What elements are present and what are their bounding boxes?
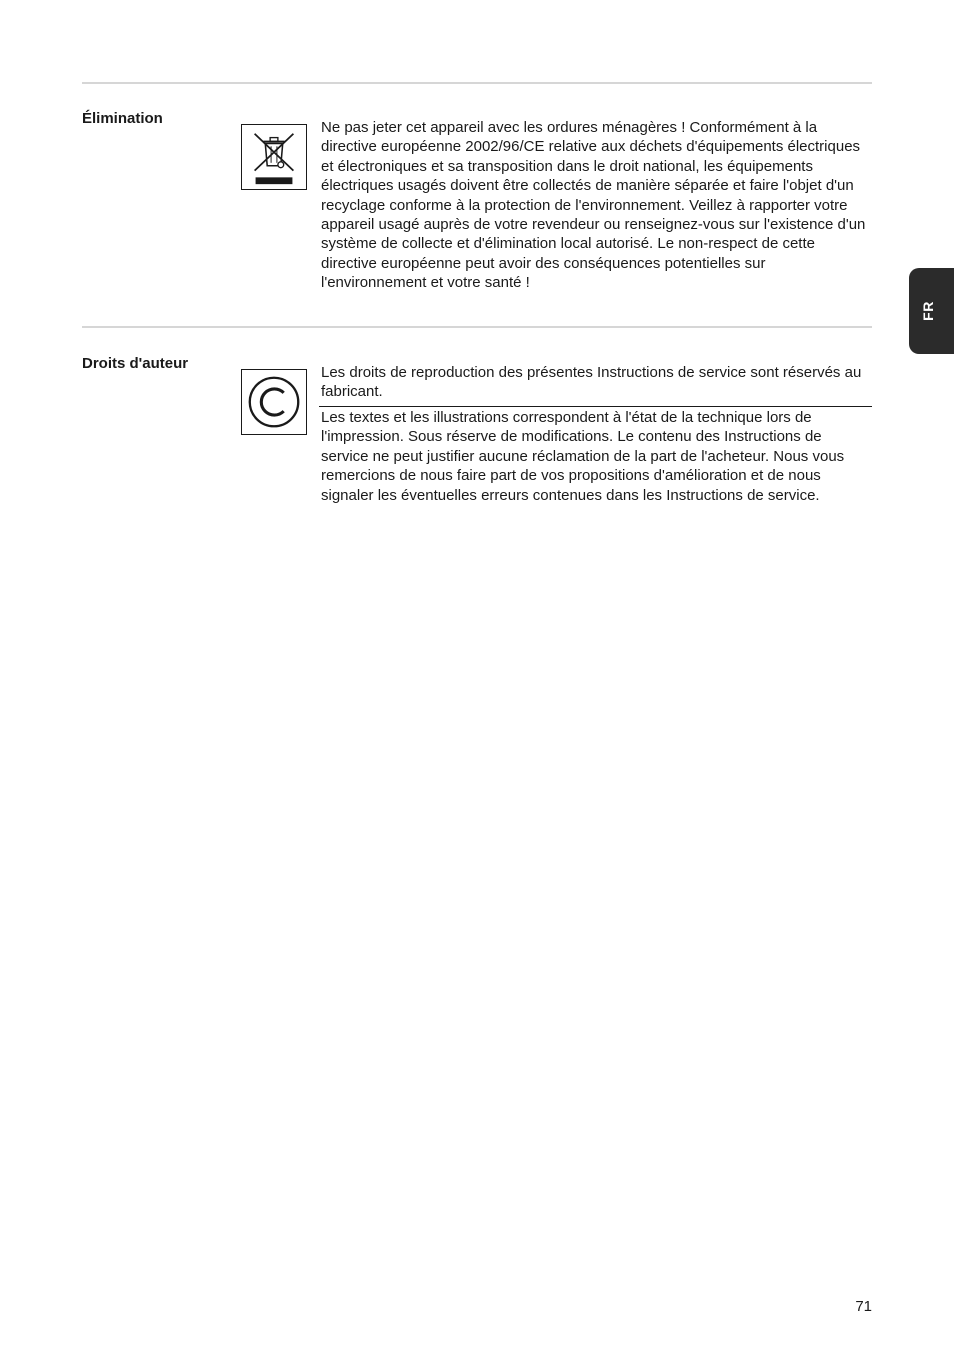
top-divider [82, 82, 872, 84]
elimination-paragraph: Ne pas jeter cet appareil avec les ordures ménagères ! Conformément à la directive européenne 2002/96/CE relative aux déchets d'équipements électriques et électroniques et sa transposition dans le droit national, les équipements électriques usagés doivent être collectés de manière séparée et faire l'objet d'un recyclage conforme à la protection de l'environnement. Veillez à rapporter votre appareil usagé auprès de votre revendeur ou renseignez-vous sur l'existence d'un système de collecte et d'élimination local autorisé. Le non-respect de cette directive européenne peut avoir des conséquences potentielles sur l'environnement et votre santé ! [321, 119, 866, 292]
paragraph-separator [319, 406, 872, 407]
section-title-copyright: Droits d'auteur [82, 355, 189, 372]
crossed-out-wheelie-bin-icon [241, 124, 307, 190]
copyright-paragraph-reproduction: Les droits de reproduction des présentes Instructions de service sont réservés au fabricant. [321, 364, 862, 401]
language-tab-label: FR [920, 301, 936, 321]
copyright-paragraph-disclaimer: Les textes et les illustrations correspondent à l'état de la technique lors de l'impression. Sous réserve de modifications. Le contenu des Instructions de service ne peut justifier aucune réclamation de la part de l'acheteur. Nous vous remercions de nous faire part de vos propositions d'amélioration et de nous signaler les éventuelles erreurs contenues dans les Instructions de service. [321, 409, 845, 504]
language-tab [909, 268, 954, 354]
section-divider [82, 326, 872, 328]
page-number: 71 [855, 1298, 872, 1315]
copyright-icon [241, 369, 307, 435]
section-title-elimination: Élimination [82, 110, 163, 127]
